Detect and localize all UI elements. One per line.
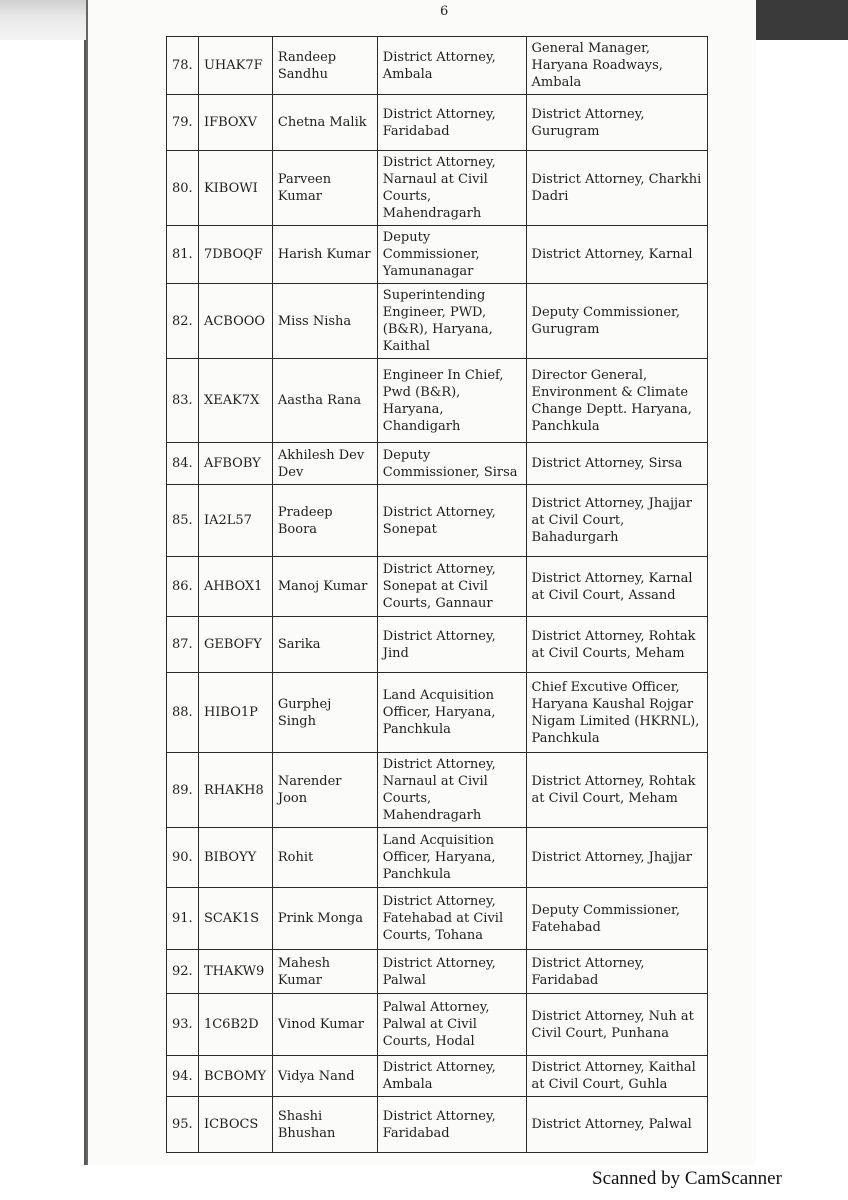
serial-number-cell: 94. bbox=[167, 1056, 199, 1097]
posted-to-cell: District Attorney, Karnal bbox=[526, 226, 707, 284]
scan-dark-corner bbox=[753, 0, 848, 40]
posted-to-cell: District Attorney, Palwal bbox=[526, 1097, 707, 1153]
posted-to-cell: District Attorney, Faridabad bbox=[526, 950, 707, 994]
table-row bbox=[167, 950, 708, 994]
officer-code-cell: 7DBOQF bbox=[198, 226, 272, 284]
officer-name-cell: Randeep Sandhu bbox=[272, 37, 377, 95]
officer-name-cell: Pradeep Boora bbox=[272, 485, 377, 557]
officer-code-cell: IFBOXV bbox=[198, 95, 272, 151]
serial-number-cell: 82. bbox=[167, 284, 199, 359]
table-row bbox=[167, 359, 708, 443]
officer-code-cell: HIBO1P bbox=[198, 673, 272, 753]
officer-code-cell: AHBOX1 bbox=[198, 557, 272, 617]
posted-to-cell: District Attorney, Rohtak at Civil Court, Meham bbox=[526, 753, 707, 828]
officer-code-cell: GEBOFY bbox=[198, 617, 272, 673]
posted-from-cell: District Attorney, Narnaul at Civil Courts, Mahendragarh bbox=[377, 151, 526, 226]
table-row bbox=[167, 1056, 708, 1097]
officer-name-cell: Gurphej Singh bbox=[272, 673, 377, 753]
posted-from-cell: Deputy Commissioner, Yamunanagar bbox=[377, 226, 526, 284]
officer-code-cell: AFBOBY bbox=[198, 443, 272, 485]
officer-code-cell: 1C6B2D bbox=[198, 994, 272, 1056]
table-row bbox=[167, 753, 708, 828]
serial-number-cell: 84. bbox=[167, 443, 199, 485]
officer-name-cell: Shashi Bhushan bbox=[272, 1097, 377, 1153]
serial-number-cell: 91. bbox=[167, 888, 199, 950]
posted-from-cell: Deputy Commissioner, Sirsa bbox=[377, 443, 526, 485]
posted-from-cell: District Attorney, Sonepat bbox=[377, 485, 526, 557]
serial-number-cell: 90. bbox=[167, 828, 199, 888]
serial-number-cell: 83. bbox=[167, 359, 199, 443]
officer-code-cell: RHAKH8 bbox=[198, 753, 272, 828]
table-row bbox=[167, 443, 708, 485]
officer-name-cell: Aastha Rana bbox=[272, 359, 377, 443]
posted-from-cell: District Attorney, Narnaul at Civil Courts, Mahendragarh bbox=[377, 753, 526, 828]
serial-number-cell: 85. bbox=[167, 485, 199, 557]
posted-to-cell: Deputy Commissioner, Gurugram bbox=[526, 284, 707, 359]
posted-from-cell: Land Acquisition Officer, Haryana, Panchkula bbox=[377, 673, 526, 753]
officer-name-cell: Narender Joon bbox=[272, 753, 377, 828]
table-row bbox=[167, 828, 708, 888]
posted-to-cell: District Attorney, Kaithal at Civil Court, Guhla bbox=[526, 1056, 707, 1097]
posted-to-cell: District Attorney, Charkhi Dadri bbox=[526, 151, 707, 226]
camscanner-watermark: Scanned by CamScanner bbox=[592, 1168, 782, 1189]
posted-from-cell: District Attorney, Faridabad bbox=[377, 1097, 526, 1153]
serial-number-cell: 88. bbox=[167, 673, 199, 753]
officer-code-cell: IA2L57 bbox=[198, 485, 272, 557]
posted-from-cell: District Attorney, Ambala bbox=[377, 1056, 526, 1097]
serial-number-cell: 95. bbox=[167, 1097, 199, 1153]
table-row bbox=[167, 95, 708, 151]
posted-from-cell: District Attorney, Ambala bbox=[377, 37, 526, 95]
serial-number-cell: 93. bbox=[167, 994, 199, 1056]
table-row bbox=[167, 617, 708, 673]
transfer-table bbox=[166, 36, 708, 1153]
posted-to-cell: District Attorney, Karnal at Civil Court, Assand bbox=[526, 557, 707, 617]
posted-to-cell: District Attorney, Jhajjar bbox=[526, 828, 707, 888]
serial-number-cell: 81. bbox=[167, 226, 199, 284]
officer-code-cell: ACBOOO bbox=[198, 284, 272, 359]
officer-name-cell: Akhilesh Dev Dev bbox=[272, 443, 377, 485]
serial-number-cell: 89. bbox=[167, 753, 199, 828]
table-row bbox=[167, 37, 708, 95]
table-row bbox=[167, 284, 708, 359]
posted-from-cell: District Attorney, Palwal bbox=[377, 950, 526, 994]
posted-to-cell: District Attorney, Rohtak at Civil Courts, Meham bbox=[526, 617, 707, 673]
posted-from-cell: Palwal Attorney, Palwal at Civil Courts, Hodal bbox=[377, 994, 526, 1056]
posted-to-cell: Deputy Commissioner, Fatehabad bbox=[526, 888, 707, 950]
table-row bbox=[167, 994, 708, 1056]
posted-to-cell: District Attorney, Jhajjar at Civil Court, Bahadurgarh bbox=[526, 485, 707, 557]
posted-from-cell: District Attorney, Jind bbox=[377, 617, 526, 673]
transfer-table-body bbox=[167, 37, 708, 1153]
posted-to-cell: District Attorney, Nuh at Civil Court, Punhana bbox=[526, 994, 707, 1056]
serial-number-cell: 79. bbox=[167, 95, 199, 151]
officer-name-cell: Rohit bbox=[272, 828, 377, 888]
table-row bbox=[167, 226, 708, 284]
posted-from-cell: District Attorney, Sonepat at Civil Courts, Gannaur bbox=[377, 557, 526, 617]
table-row bbox=[167, 151, 708, 226]
table-row bbox=[167, 1097, 708, 1153]
serial-number-cell: 86. bbox=[167, 557, 199, 617]
posted-to-cell: Director General, Environment & Climate Change Deptt. Haryana, Panchkula bbox=[526, 359, 707, 443]
posted-from-cell: District Attorney, Fatehabad at Civil Courts, Tohana bbox=[377, 888, 526, 950]
table-row bbox=[167, 673, 708, 753]
table-row bbox=[167, 557, 708, 617]
posted-to-cell: Chief Excutive Officer, Haryana Kaushal Rojgar Nigam Limited (HKRNL), Panchkula bbox=[526, 673, 707, 753]
posted-to-cell: District Attorney, Gurugram bbox=[526, 95, 707, 151]
officer-code-cell: THAKW9 bbox=[198, 950, 272, 994]
officer-code-cell: UHAK7F bbox=[198, 37, 272, 95]
officer-name-cell: Harish Kumar bbox=[272, 226, 377, 284]
officer-code-cell: BCBOMY bbox=[198, 1056, 272, 1097]
officer-name-cell: Chetna Malik bbox=[272, 95, 377, 151]
officer-name-cell: Mahesh Kumar bbox=[272, 950, 377, 994]
posted-to-cell: District Attorney, Sirsa bbox=[526, 443, 707, 485]
officer-name-cell: Sarika bbox=[272, 617, 377, 673]
officer-name-cell: Vidya Nand bbox=[272, 1056, 377, 1097]
officer-name-cell: Manoj Kumar bbox=[272, 557, 377, 617]
serial-number-cell: 78. bbox=[167, 37, 199, 95]
serial-number-cell: 87. bbox=[167, 617, 199, 673]
posted-from-cell: Land Acquisition Officer, Haryana, Panchkula bbox=[377, 828, 526, 888]
serial-number-cell: 92. bbox=[167, 950, 199, 994]
posted-to-cell: General Manager, Haryana Roadways, Ambala bbox=[526, 37, 707, 95]
officer-code-cell: XEAK7X bbox=[198, 359, 272, 443]
posted-from-cell: Superintending Engineer, PWD, (B&R), Haryana, Kaithal bbox=[377, 284, 526, 359]
officer-code-cell: ICBOCS bbox=[198, 1097, 272, 1153]
page-number: 6 bbox=[440, 4, 449, 19]
posted-from-cell: District Attorney, Faridabad bbox=[377, 95, 526, 151]
serial-number-cell: 80. bbox=[167, 151, 199, 226]
officer-name-cell: Vinod Kumar bbox=[272, 994, 377, 1056]
officer-code-cell: KIBOWI bbox=[198, 151, 272, 226]
table-row bbox=[167, 485, 708, 557]
table-row bbox=[167, 888, 708, 950]
officer-name-cell: Parveen Kumar bbox=[272, 151, 377, 226]
posted-from-cell: Engineer In Chief, Pwd (B&R), Haryana, Chandigarh bbox=[377, 359, 526, 443]
officer-code-cell: BIBOYY bbox=[198, 828, 272, 888]
officer-name-cell: Miss Nisha bbox=[272, 284, 377, 359]
officer-name-cell: Prink Monga bbox=[272, 888, 377, 950]
officer-code-cell: SCAK1S bbox=[198, 888, 272, 950]
